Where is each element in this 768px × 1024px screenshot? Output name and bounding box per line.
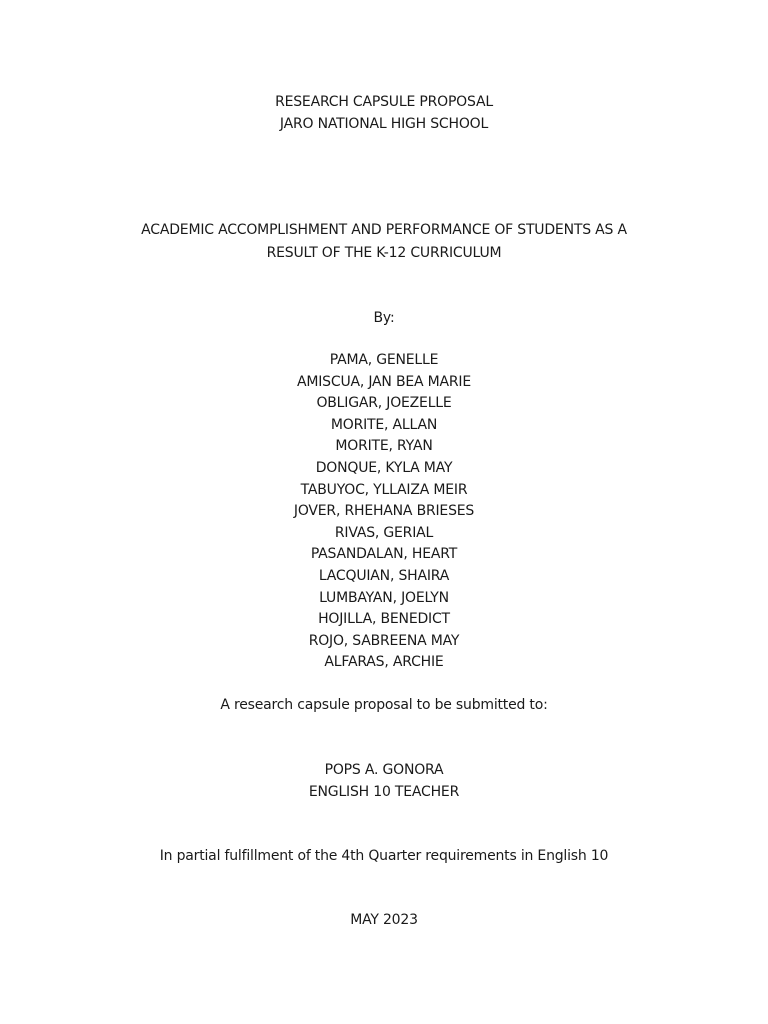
author-name: ALFARAS, ARCHIE [324,654,444,671]
header-line-2: JARO NATIONAL HIGH SCHOOL [279,116,489,132]
author-name: LUMBAYAN, JOELYN [319,589,449,606]
author-name: JOVER, RHEHANA BRIESES [293,503,475,520]
author-name: MORITE, RYAN [335,438,433,455]
author-name: PASANDALAN, HEART [310,546,458,563]
document-date: MAY 2023 [350,912,418,928]
author-name: ROJO, SABREENA MAY [308,632,460,649]
author-name: HOJILLA, BENEDICT [318,611,450,628]
author-name: TABUYOC, YLLAIZA MEIR [300,481,468,498]
author-name: RIVAS, GERIAL [334,524,434,541]
title-line-2: RESULT OF THE K-12 CURRICULUM [266,245,502,261]
teacher-role: ENGLISH 10 TEACHER [308,784,460,800]
author-name: OBLIGAR, JOEZELLE [316,395,452,412]
submitted-to-text: A research capsule proposal to be submitted to: [220,697,548,713]
by-label: By: [373,310,395,326]
author-name: AMISCUA, JAN BEA MARIE [297,373,471,390]
author-name: DONQUE, KYLA MAY [315,459,453,476]
header-line-1: RESEARCH CAPSULE PROPOSAL [275,94,493,110]
title-line-1: ACADEMIC ACCOMPLISHMENT AND PERFORMANCE OF STUDENTS AS A [141,222,627,238]
teacher-name: POPS A. GONORA [324,762,444,778]
author-list [0,351,768,675]
author-name: MORITE, ALLAN [330,416,438,433]
fulfillment-text: In partial fulfillment of the 4th Quarter requirements in English 10 [159,848,609,864]
author-name: LACQUIAN, SHAIRA [318,567,450,584]
author-name: PAMA, GENELLE [329,352,439,368]
